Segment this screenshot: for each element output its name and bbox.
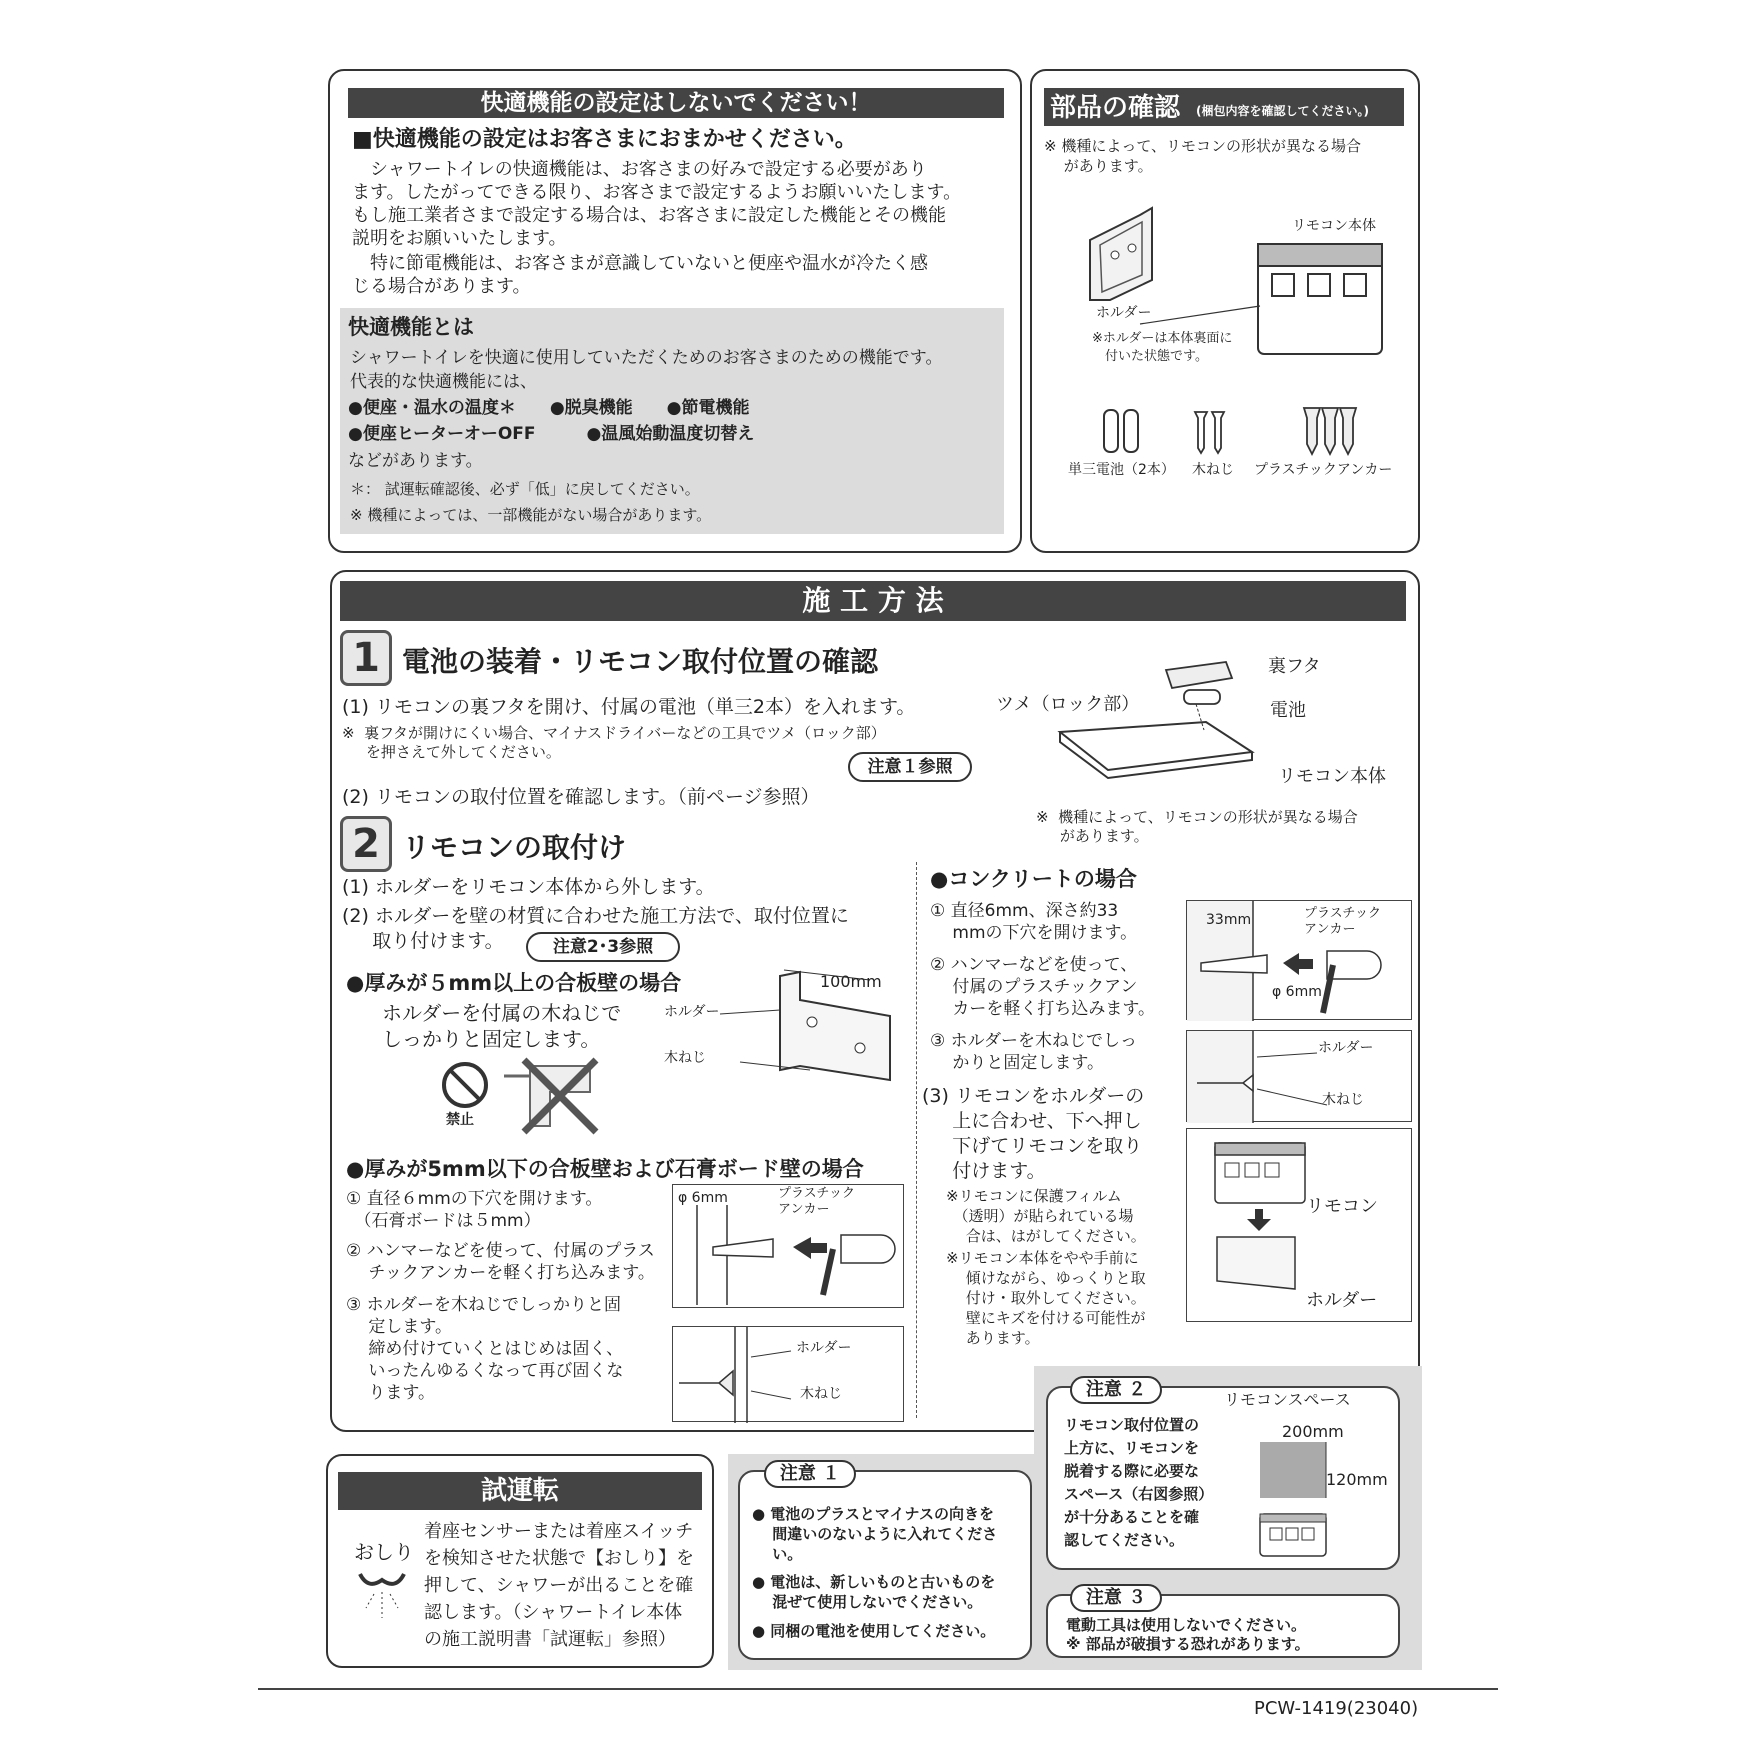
concrete-title: ●コンクリートの場合	[930, 867, 1137, 891]
thin-wall-holder-figure	[672, 1326, 904, 1422]
parts-holder-note: ※ホルダーは本体裏面に 付いた状態です。	[1092, 331, 1233, 364]
parts-remote-figure	[1250, 230, 1390, 360]
comfort-definition-box	[340, 308, 1004, 534]
thin-wall-step3: ③ ホルダーを木ねじでしっかりと固 定します。 締め付けていくとはじめは固く、 いったんゆるくなって再び固くな ります。	[346, 1295, 624, 1403]
step1-number: 1	[340, 630, 392, 686]
step1-title: 電池の装着・リモコン取付位置の確認	[402, 645, 879, 678]
caution2-title: 注意 ２	[1070, 1376, 1162, 1404]
thick-fig-100mm: 100mm	[820, 972, 882, 991]
plastic-anchor-icon	[1300, 404, 1360, 456]
thick-wall-desc: ホルダーを付属の木ねじで しっかりと固定します。	[382, 1001, 622, 1051]
comfort-heading: ■快適機能の設定はお客さまにおまかせください。	[352, 127, 857, 152]
parts-note: ※ 機種によって、リモコンの形状が異なる場合 があります。	[1044, 137, 1362, 175]
parts-title-sub: (梱包内容を確認してください。)	[1196, 104, 1369, 118]
mount-fig-holder: ホルダー	[1306, 1290, 1378, 1311]
concrete-fig-33mm: 33mm	[1206, 912, 1252, 928]
step1-fig-note: ※ 機種によって、リモコンの形状が異なる場合 があります。	[1036, 808, 1358, 845]
caution2-width: 200mm	[1282, 1422, 1344, 1441]
step1-fig-back-cover: 裏フタ	[1268, 656, 1321, 677]
concrete-fig-phi: φ 6mm	[1272, 984, 1322, 1000]
trial-title-bar: 試運転	[338, 1472, 702, 1510]
mount-fig-remote: リモコン	[1306, 1196, 1378, 1217]
comfort-etc: などがあります。	[348, 451, 483, 471]
column-divider	[916, 862, 917, 1418]
parts-title: 部品の確認	[1050, 93, 1181, 123]
step2-number: 2	[340, 816, 392, 872]
remote-space-figure	[1256, 1440, 1336, 1560]
step1-s2: (2) リモコンの取付位置を確認します。（前ページ参照）	[342, 786, 820, 808]
step2-s3: (3) リモコンをホルダーの 上に合わせ、下へ押し 下げてリモコンを取り 付けます。	[922, 1085, 1145, 1182]
concrete-holder-figure	[1186, 1030, 1412, 1122]
comfort-definition-title: 快適機能とは	[348, 315, 474, 339]
caution2-space-label: リモコンスペース	[1224, 1390, 1351, 1409]
step1-ref-pill: 注意１参照	[848, 752, 972, 782]
comfort-note1: ＊： 試運転確認後、必ず「低」に戻してください。	[350, 480, 700, 498]
thin-fig-phi6: φ 6mm	[678, 1190, 728, 1206]
concrete-step1: ① 直径6mm、深さ約33 mmの下穴を開けます。	[930, 901, 1138, 943]
caution1-item2: ● 電池は、新しいものと古いものを 混ぜて使用しないでください。	[752, 1573, 996, 1611]
bidet-spray-icon	[354, 1568, 410, 1624]
thin-fig-screw: 木ねじ	[800, 1386, 842, 1402]
concrete-fig-holder: ホルダー	[1318, 1040, 1374, 1056]
power-drill-icon	[500, 1056, 610, 1136]
concrete-fig-anchor: プラスチック アンカー	[1304, 906, 1381, 937]
step2-s3-note2: ※リモコン本体をやや手前に 傾けながら、ゆっくりと取 付け・取外してください。 壁にキズを付ける可能性が あります。	[946, 1249, 1146, 1347]
caution2-height: 120mm	[1326, 1470, 1388, 1489]
battery-insert-figure	[1056, 660, 1256, 780]
thick-wall-title: ●厚みが５mm以上の合板壁の場合	[346, 971, 682, 995]
trial-text: 着座センサーまたは着座スイッチ を検知させた状態で【おしり】を 押して、シャワーが出ることを確 認します。（シャワートイレ本体 の施工説明書「試運転」参照）	[424, 1521, 694, 1650]
concrete-fig-screw: 木ねじ	[1322, 1092, 1364, 1108]
footer-rule	[258, 1688, 1498, 1690]
caution1-item3: ● 同梱の電池を使用してください。	[752, 1622, 996, 1640]
parts-label-remote: リモコン本体	[1292, 218, 1376, 234]
parts-label-battery: 単三電池（2本）	[1068, 462, 1175, 478]
thin-wall-step1: ① 直径６mmの下穴を開けます。 （石膏ボードは５mm）	[346, 1189, 603, 1231]
remote-mount-figure	[1186, 1128, 1412, 1322]
thick-fig-holder: ホルダー	[664, 1004, 720, 1020]
comfort-para2: 特に節電機能は、お客さまが意識していないと便座や温水が冷たく感 じる場合があります。	[352, 253, 928, 297]
comfort-note2: ※ 機種によっては、一部機能がない場合があります。	[350, 506, 712, 524]
parts-label-screw: 木ねじ	[1192, 462, 1234, 478]
step2-ref-pill: 注意2･3参照	[526, 932, 680, 962]
parts-label-anchor: プラスチックアンカー	[1254, 462, 1393, 478]
step2-s3-note1: ※リモコンに保護フィルム （透明）が貼られている場 合は、はがしてください。	[946, 1187, 1146, 1245]
caution3-text: 電動工具は使用しないでください。 ※ 部品が破損する恐れがあります。	[1066, 1616, 1310, 1653]
parts-label-holder: ホルダー	[1096, 305, 1152, 321]
step2-title: リモコンの取付け	[402, 831, 627, 864]
wood-screw-icon	[1190, 408, 1230, 454]
parts-holder-figure	[1080, 200, 1170, 310]
thin-fig-holder: ホルダー	[796, 1340, 852, 1356]
battery-icon	[1100, 406, 1144, 456]
parts-holder-leader	[1090, 300, 1270, 330]
thick-fig-screw: 木ねじ	[664, 1050, 706, 1066]
concrete-step2: ② ハンマーなどを使って、 付属のプラスチックアン カーを軽く打ち込みます。	[930, 955, 1156, 1019]
caution1-item1: ● 電池のプラスとマイナスの向きを 間違いのないように入れてくださ い。	[752, 1505, 998, 1563]
step1-s1-note: ※ 裏フタが開けにくい場合、マイナスドライバーなどの工具でツメ（ロック部） を押さえて外してください。	[342, 724, 886, 761]
step2-s2: (2) ホルダーを壁の材質に合わせた施工方法で、取付位置に 取り付けます。	[342, 905, 849, 952]
install-title-bar: 施 工 方 法	[340, 581, 1406, 621]
step1-fig-battery: 電池	[1270, 700, 1306, 721]
concrete-step3: ③ ホルダーを木ねじでしっ かりと固定します。	[930, 1031, 1137, 1073]
thin-wall-step2: ② ハンマーなどを使って、付属のプラス チックアンカーを軽く打ち込みます。	[346, 1241, 655, 1283]
comfort-para1: シャワートイレの快適機能は、お客さまの好みで設定する必要があり ます。したがってできる限り、お客さまで設定するようお願いいたします。 もし施工業者さまで設定する場合は、お客さまに設定した機能とその機能 説明をお願いいたします。	[352, 159, 962, 249]
comfort-title-bar: 快適機能の設定はしないでください！	[348, 88, 1004, 118]
caution1-title: 注意 １	[764, 1460, 856, 1488]
comfort-features-row1: ●便座・温水の温度＊ ●脱臭機能 ●節電機能	[348, 398, 750, 418]
footer-code: PCW-1419(23040)	[1254, 1698, 1419, 1719]
trial-icon-label: おしり	[354, 1540, 414, 1564]
comfort-definition-desc: シャワートイレを快適に使用していただくためのお客さまのための機能です。 代表的な快適機能には、	[350, 348, 943, 392]
prohibited-label: 禁止	[446, 1112, 474, 1128]
caution2-text: リモコン取付位置の 上方に、リモコンを 脱着する際に必要な スペース（右図参照） が十分あることを確 認してください。	[1064, 1416, 1214, 1549]
prohibited-icon	[440, 1060, 490, 1110]
step2-s1: (1) ホルダーをリモコン本体から外します。	[342, 876, 715, 898]
thin-fig-anchor: プラスチック アンカー	[778, 1186, 855, 1217]
thin-wall-title: ●厚みが5mm以下の合板壁および石膏ボード壁の場合	[346, 1157, 864, 1181]
step1-fig-remote: リモコン本体	[1278, 766, 1386, 787]
comfort-features-row2: ●便座ヒーターオーOFF ●温風始動温度切替え	[348, 424, 755, 444]
step1-s1: (1) リモコンの裏フタを開け、付属の電池（単三2本）を入れます。	[342, 696, 916, 718]
caution3-title: 注意 ３	[1070, 1584, 1162, 1612]
step1-fig-claw: ツメ（ロック部）	[996, 694, 1140, 715]
